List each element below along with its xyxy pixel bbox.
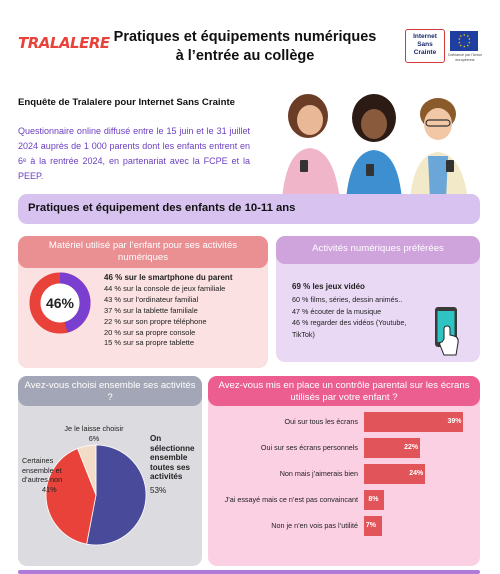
- tralalere-logo: [18, 33, 110, 53]
- materiel-title: Matériel utilisé par l’enfant pour ses activités numériques: [48, 240, 238, 263]
- eu-caption: Cofinancé par l’Union européenne: [447, 53, 483, 62]
- bar-value-label: 24%: [409, 470, 424, 477]
- list-item: 15 % sur sa propre tablette: [104, 338, 195, 348]
- bar-label: Oui sur tous les écrans: [284, 417, 358, 426]
- bar-label: Non je n’en vois pas l’utilité: [271, 521, 358, 530]
- section-title: Pratiques et équipement des enfants de 10-11 ans: [28, 202, 296, 214]
- survey-description: Questionnaire online diffusé entre le 15 juin et le 31 juillet 2024 auprès de 1 000 parents dont les enfants entrent en 6ᵉ à la rentrée 2024, en partenariat avec la FCPE et la PEEP.: [18, 126, 250, 181]
- list-item: 69 % les jeux vidéo: [292, 282, 365, 291]
- list-item: 47 % écouter de la musique: [292, 306, 382, 316]
- svg-text:★: ★: [463, 33, 466, 37]
- svg-text:★: ★: [459, 34, 463, 38]
- bar-label: J’ai essayé mais ce n’est pas convaincant: [224, 495, 358, 504]
- list-item: 22 % sur son propre téléphone: [104, 316, 207, 326]
- list-item: 44 % sur la console de jeux familiale: [104, 283, 226, 293]
- svg-text:★: ★: [458, 40, 461, 45]
- list-item: 46 % sur le smartphone du parent: [104, 273, 233, 282]
- pie-label-text: On sélectionne ensemble toutes ses activités: [150, 434, 195, 481]
- svg-text:★: ★: [466, 34, 470, 38]
- pie-label-text: Je le laisse choisir: [64, 424, 124, 433]
- smartphone-tap-icon: [432, 305, 462, 359]
- list-item: 60 % films, séries, dessin animés..: [292, 295, 403, 305]
- bar-label: Oui sur ses écrans personnels: [260, 443, 358, 452]
- controle-title: Avez-vous mis en place un contrôle parental sur les écrans utilisés par votre enfant ?: [218, 380, 470, 403]
- bottom-strip: [18, 570, 480, 574]
- list-item: 20 % sur sa propre console: [104, 327, 196, 337]
- survey-title: Enquête de Tralalere pour Internet Sans Crainte: [18, 97, 235, 108]
- bar-label: Non mais j’aimerais bien: [279, 469, 358, 478]
- pie-label-text: Certaines ensemble et d’autres non: [22, 456, 63, 484]
- donut-value: 46%: [45, 295, 75, 311]
- pie-label-pct: 41%: [42, 484, 57, 494]
- title-line-1: Pratiques et équipements numériques: [113, 29, 377, 45]
- internet-sans-crainte-logo: [405, 29, 445, 63]
- badge-word: Internet: [413, 33, 437, 40]
- bar-value-label: 22%: [404, 444, 419, 451]
- badge-word: Crainte: [413, 49, 437, 56]
- pie-label-certaines: [22, 456, 66, 494]
- page-title: [95, 28, 395, 66]
- bar-value-label: 39%: [447, 418, 462, 425]
- svg-text:★: ★: [459, 43, 463, 48]
- pie-label-pct: 6%: [88, 433, 100, 443]
- bar-value-label: 8%: [368, 496, 379, 503]
- children-with-phones-photo: [268, 88, 486, 200]
- title-line-2: à l’entrée au collège: [175, 48, 315, 64]
- bar-value-label: 7%: [365, 522, 376, 529]
- badge-word: Sans: [417, 41, 433, 48]
- pie-label-pct: 53%: [150, 485, 167, 495]
- list-item: 43 % sur l’ordinateur familial: [104, 294, 199, 304]
- svg-text:★: ★: [468, 40, 471, 45]
- pie-label-ensemble: [150, 434, 200, 495]
- eu-flag-icon: [450, 31, 478, 51]
- svg-text:★: ★: [468, 37, 471, 41]
- pie-label-laisse: [56, 424, 132, 443]
- materiel-list: [104, 273, 232, 349]
- list-item: 37 % sur la tablette familiale: [104, 305, 198, 315]
- svg-text:★: ★: [458, 37, 461, 41]
- svg-text:★: ★: [466, 43, 470, 48]
- svg-text:★: ★: [463, 44, 466, 49]
- activites-list: [292, 281, 422, 340]
- list-item: 46 % regarder des vidéos (Youtube, TikTok): [292, 318, 407, 339]
- choisi-title: Avez-vous choisi ensemble ses activités ?: [24, 380, 196, 403]
- logo-text: TRALALERE: [18, 34, 110, 52]
- activites-title: Activités numériques préférées: [312, 243, 444, 254]
